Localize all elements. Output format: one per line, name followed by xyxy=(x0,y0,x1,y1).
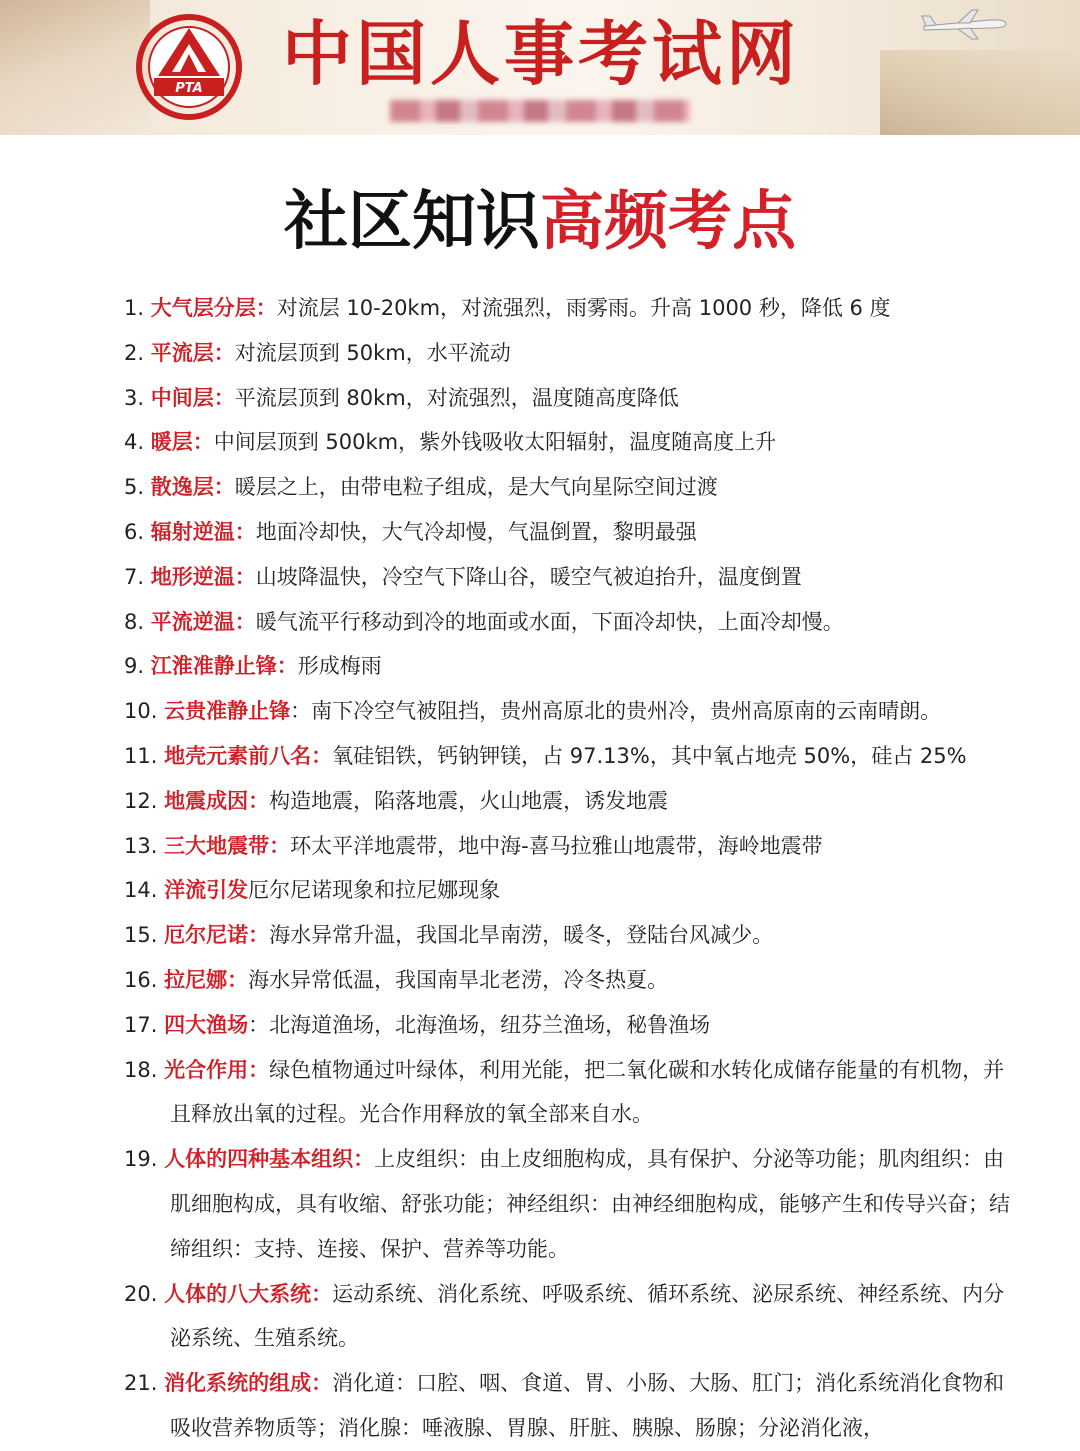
list-item xyxy=(124,465,1024,510)
item-number: 10. xyxy=(124,699,158,724)
list-item xyxy=(124,331,1024,376)
item-term: 平流层： xyxy=(150,340,235,365)
item-description: 绿色植物通过叶绿体，利用光能，把二氧化碳和水转化成储存能量的有机物，并且释放出氧的过程。光合作用释放的氧全部来自水。 xyxy=(170,1057,1005,1127)
item-term: 平流逆温： xyxy=(150,609,256,634)
list-item xyxy=(124,824,1024,869)
item-description: 平流层顶到 80km，对流强烈，温度随高度降低 xyxy=(234,385,679,410)
item-description: 对流层 10-20km，对流强烈，雨雾雨。升高 1000 秒，降低 6 度 xyxy=(276,296,891,320)
item-description: 海水异常升温，我国北旱南涝，暖冬，登陆台风减少。 xyxy=(269,923,774,948)
item-term: 人体的四种基本组织： xyxy=(164,1147,375,1172)
list-item xyxy=(124,1003,1024,1048)
item-description: 地面冷却快，大气冷却慢，气温倒置，黎明最强 xyxy=(255,519,697,544)
header-banner xyxy=(0,0,1080,135)
item-number: 15. xyxy=(124,923,158,948)
item-description: 厄尔尼诺现象和拉尼娜现象 xyxy=(248,878,501,903)
item-number: 2. xyxy=(124,340,145,365)
item-number: 14. xyxy=(124,878,158,903)
item-number: 18. xyxy=(124,1057,158,1082)
item-description: 上皮组织：由上皮细胞构成，具有保护、分泌等功能；肌肉组织：由肌细胞构成，具有收缩、舒张功能；神经组织：由神经细胞构成，能够产生和传导兴奋；结缔组织：支持、连接、保护、营养等功能。 xyxy=(170,1147,1010,1261)
site-title: 中国人事考试网 xyxy=(282,13,800,95)
item-description: 环太平洋地震带，地中海-喜马拉雅山地震带，海岭地震带 xyxy=(290,833,823,858)
list-item xyxy=(124,376,1024,421)
item-number: 13. xyxy=(124,833,158,858)
item-term: 江淮准静止锋： xyxy=(150,654,298,679)
item-term: 光合作用： xyxy=(164,1057,270,1082)
item-number: 21. xyxy=(124,1371,158,1396)
item-term: 辐射逆温： xyxy=(150,519,256,544)
list-item xyxy=(124,1361,1024,1451)
list-item xyxy=(124,734,1024,779)
item-description: 形成梅雨 xyxy=(297,654,382,679)
page-title xyxy=(0,180,1080,264)
list-item xyxy=(124,913,1024,958)
item-term: 大气层分层： xyxy=(150,296,277,320)
item-number: 1. xyxy=(124,296,145,320)
item-description: 中间层顶到 500km，紫外钱吸收太阳辐射，温度随高度上升 xyxy=(213,430,777,455)
item-term: 四大渔场 xyxy=(164,1012,249,1037)
item-term: 地壳元素前八名： xyxy=(164,743,333,768)
item-term: 消化系统的组成： xyxy=(164,1371,333,1396)
list-item xyxy=(124,286,1024,331)
blurred-url xyxy=(390,100,690,122)
item-term: 洋流引发 xyxy=(164,878,249,903)
landscape-image xyxy=(880,50,1080,135)
list-item xyxy=(124,1272,1024,1362)
item-number: 8. xyxy=(124,609,145,634)
title-part-red: 高频考点 xyxy=(540,185,796,259)
item-number: 11. xyxy=(124,743,158,768)
list-item xyxy=(124,689,1024,734)
item-number: 19. xyxy=(124,1147,158,1172)
great-wall-image xyxy=(0,0,150,135)
item-number: 9. xyxy=(124,654,145,679)
item-term: 厄尔尼诺： xyxy=(164,923,270,948)
item-description: 暖层之上，由带电粒子组成，是大气向星际空间过渡 xyxy=(234,475,718,500)
list-item xyxy=(124,779,1024,824)
item-number: 17. xyxy=(124,1012,158,1037)
item-description: ：北海道渔场，北海渔场，纽芬兰渔场，秘鲁渔场 xyxy=(248,1012,711,1037)
item-term: 散逸层： xyxy=(150,475,235,500)
item-description: 构造地震，陷落地震，火山地震，诱发地震 xyxy=(269,788,669,813)
list-item xyxy=(124,1137,1024,1271)
item-description: 暖气流平行移动到冷的地面或水面，下面冷却快，上面冷却慢。 xyxy=(255,609,844,634)
item-number: 4. xyxy=(124,430,145,455)
item-number: 20. xyxy=(124,1281,158,1306)
item-term: 人体的八大系统： xyxy=(164,1281,333,1306)
list-item xyxy=(124,644,1024,689)
list-item xyxy=(124,1048,1024,1138)
item-term: 地形逆温： xyxy=(150,564,256,589)
item-term: 暖层： xyxy=(150,430,214,455)
list-item xyxy=(124,420,1024,465)
item-description: ：南下冷空气被阻挡，贵州高原北的贵州冷，贵州高原南的云南晴朗。 xyxy=(290,699,942,724)
item-description: 运动系统、消化系统、呼吸系统、循环系统、泌尿系统、神经系统、内分泌系统、生殖系统。 xyxy=(170,1281,1005,1351)
item-number: 7. xyxy=(124,564,145,589)
list-item xyxy=(124,958,1024,1003)
item-term: 云贵准静止锋 xyxy=(164,699,291,724)
list-item xyxy=(124,600,1024,645)
item-description: 对流层顶到 50km，水平流动 xyxy=(234,340,511,365)
item-description: 消化道：口腔、咽、食道、胃、小肠、大肠、肛门；消化系统消化食物和吸收营养物质等；消化腺：唾液腺、胃腺、肝脏、胰腺、肠腺；分泌消化液， xyxy=(170,1371,1005,1440)
item-description: 山坡降温快，冷空气下降山谷，暖空气被迫抬升，温度倒置 xyxy=(255,564,802,589)
airplane-icon xyxy=(920,6,1010,42)
item-number: 5. xyxy=(124,475,145,500)
list-item xyxy=(124,555,1024,600)
knowledge-list xyxy=(124,286,1024,1451)
item-description: 氧硅铝铁，钙钠钾镁，占 97.13%，其中氧占地壳 50%，硅占 25% xyxy=(332,743,967,768)
item-term: 三大地震带： xyxy=(164,833,291,858)
item-number: 6. xyxy=(124,519,145,544)
item-term: 地震成因： xyxy=(164,788,270,813)
list-item xyxy=(124,868,1024,913)
list-item xyxy=(124,510,1024,555)
logo-text: PTA xyxy=(175,81,203,96)
item-number: 3. xyxy=(124,385,145,410)
item-term: 中间层： xyxy=(150,385,235,410)
pta-logo-icon xyxy=(136,14,242,120)
item-number: 12. xyxy=(124,788,158,813)
title-part-black: 社区知识 xyxy=(284,185,540,259)
item-number: 16. xyxy=(124,967,158,992)
item-term: 拉尼娜： xyxy=(164,967,249,992)
item-description: 海水异常低温，我国南旱北老涝，冷冬热夏。 xyxy=(248,967,669,992)
